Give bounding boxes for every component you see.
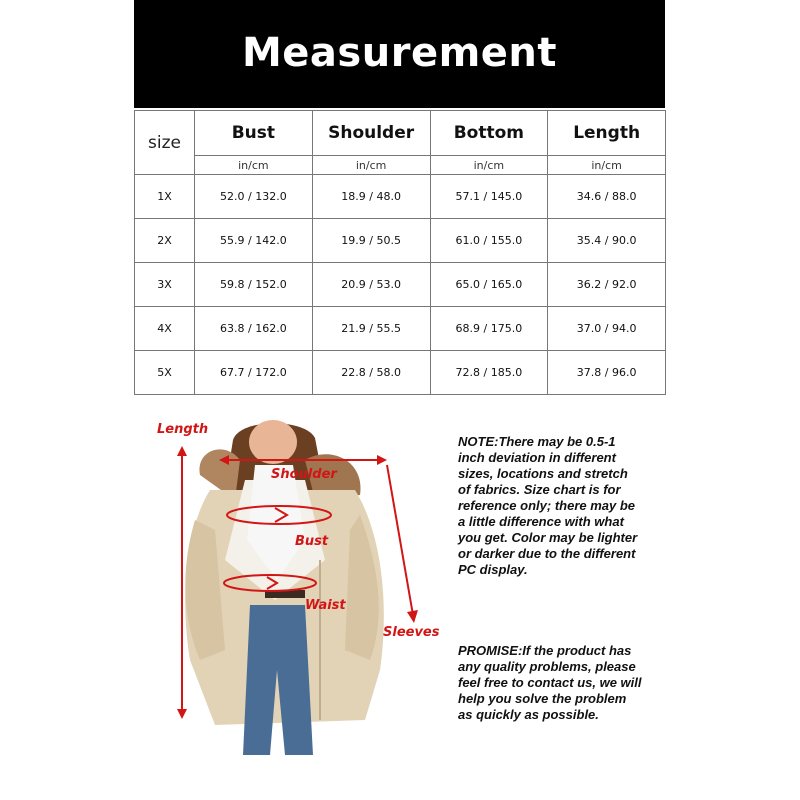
column-header-shoulder: Shoulder	[312, 111, 430, 156]
size-cell: 3X	[135, 263, 195, 307]
size-cell: 2X	[135, 219, 195, 263]
shoulder-label: Shoulder	[271, 467, 337, 482]
table-cell: 36.2 / 92.0	[548, 263, 666, 307]
size-cell: 5X	[135, 351, 195, 395]
page-title: Measurement	[242, 30, 557, 76]
table-cell: 57.1 / 145.0	[430, 175, 548, 219]
measurement-figure	[155, 420, 440, 760]
note-text: NOTE:There may be 0.5-1 inch deviation in different sizes, locations and stretch of fabrics. Size chart is for reference only; there may be a little difference with what you get. Color may be lighter or darker due to the different PC display.	[458, 434, 638, 577]
table-cell: 67.7 / 172.0	[195, 351, 313, 395]
length-arrow-top	[177, 446, 187, 456]
table-cell: 37.0 / 94.0	[548, 307, 666, 351]
table-cell: 68.9 / 175.0	[430, 307, 548, 351]
size-column-header: size	[135, 111, 195, 175]
table-cell: 21.9 / 55.5	[312, 307, 430, 351]
table-cell: 65.0 / 165.0	[430, 263, 548, 307]
table-header-row	[135, 111, 666, 156]
table-cell: 72.8 / 185.0	[430, 351, 548, 395]
table-row	[135, 307, 666, 351]
sleeves-label: Sleeves	[383, 625, 440, 640]
size-cell: 1X	[135, 175, 195, 219]
table-cell: 35.4 / 90.0	[548, 219, 666, 263]
table-cell: 18.9 / 48.0	[312, 175, 430, 219]
table-row	[135, 219, 666, 263]
size-chart-table	[134, 110, 666, 395]
table-cell: 22.8 / 58.0	[312, 351, 430, 395]
column-header-length: Length	[548, 111, 666, 156]
table-cell: 59.8 / 152.0	[195, 263, 313, 307]
unit-row	[135, 156, 666, 175]
jeans	[243, 605, 313, 755]
table-row	[135, 351, 666, 395]
table-cell: 37.8 / 96.0	[548, 351, 666, 395]
header-banner	[134, 0, 665, 108]
table-cell: 52.0 / 132.0	[195, 175, 313, 219]
table-cell: 20.9 / 53.0	[312, 263, 430, 307]
table-cell: 34.6 / 88.0	[548, 175, 666, 219]
table-cell: 61.0 / 155.0	[430, 219, 548, 263]
length-arrow-bottom	[177, 709, 187, 719]
unit-label: in/cm	[430, 156, 548, 175]
sleeves-arrow-line	[387, 465, 413, 615]
shoulder-arrow-right	[377, 455, 387, 465]
table-row	[135, 175, 666, 219]
column-header-bust: Bust	[195, 111, 313, 156]
unit-label: in/cm	[195, 156, 313, 175]
promise-text: PROMISE:If the product has any quality problems, please feel free to contact us, we will help you solve the problem as quickly as possible.	[458, 643, 642, 722]
length-label: Length	[157, 422, 209, 437]
unit-label: in/cm	[312, 156, 430, 175]
face-shape	[249, 420, 297, 464]
sleeves-arrow-head	[407, 610, 418, 623]
waist-label: Waist	[305, 598, 346, 613]
column-header-bottom: Bottom	[430, 111, 548, 156]
unit-label: in/cm	[548, 156, 666, 175]
table-cell: 55.9 / 142.0	[195, 219, 313, 263]
size-cell: 4X	[135, 307, 195, 351]
table-row	[135, 263, 666, 307]
table-cell: 19.9 / 50.5	[312, 219, 430, 263]
table-cell: 63.8 / 162.0	[195, 307, 313, 351]
bust-label: Bust	[295, 534, 329, 549]
